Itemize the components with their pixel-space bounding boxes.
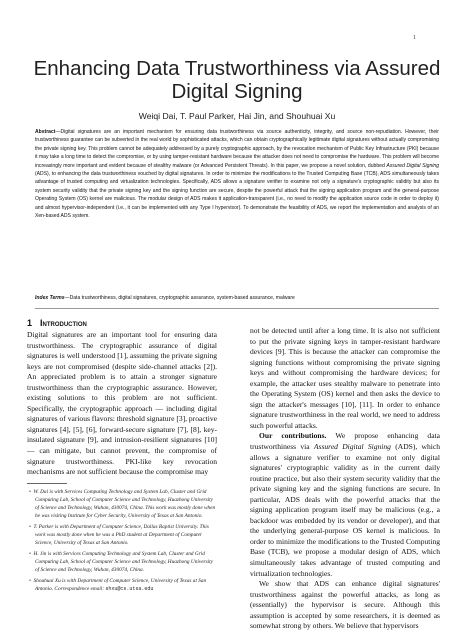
right-column [250, 326, 440, 632]
footnote-3: • H. Jin is with Services Computing Technology and System Lab, Cluster and Grid Computing Lab, School of Computer Science and Technology, Huazhong University of Science and Technology, Wuhan, 430074, China. [29, 550, 213, 573]
footnote-3-text: H. Jin is with Services Computing Technology and System Lab, Cluster and Grid Computing Lab, School of Computer Science and Technology, Huazhong University of Science and Technology, Wuhan, 430074, China. [33, 550, 213, 573]
contributions-italic: Assured Digital Signing [313, 442, 391, 452]
title-line-1: Enhancing Data Trustworthiness via Assured [33, 57, 441, 80]
index-terms [35, 294, 439, 302]
contributions-label: Our contributions. [259, 431, 327, 441]
footnote-2: • T. Parker is with Department of Computer Science, Dallas Baptist University. This work was mostly done when he was a PhD student at Department of Computer Science, University of Texas at San Antonio. [29, 523, 209, 546]
author-list: Weiqi Dai, T. Paul Parker, Hai Jin, and Shouhuai Xu [138, 111, 336, 121]
contributions-text-a: We propose enhancing data trustworthiness via [250, 431, 440, 452]
footnote-4: • Shouhuai Xu is with Department of Computer Science, University of Texas at San Antonio. Correspondence email: shxu@cs.utsa.edu [29, 577, 207, 592]
right-paragraph-1: not be detected until after a long time. It is also not sufficient to put the private signing keys in tamper-resistant hardware devices [9]. This is because the attacker can compromise the signing functions without compromising the private signing keys and without compromising the hardware devices; for example, the attacker uses stealthy malware to penetrate into the Operating System (OS) kernel and then asks the device to sign the attacker's messages [10], [11]. In order to enhance signature trustworthiness in the real world, we need to address such powerful attacks. [250, 326, 440, 430]
section-number: 1 [27, 318, 33, 328]
footnote-1-text: W. Dai is with Services Computing Technology and System Lab, Cluster and Grid Computing Lab, School of Computer Science and Technology, Huazhong University of Science and Technology, Wuhan, 430074, China. This work was mostly done when he was visiting Institute for Cyber Security, University of Texas at San Antonio. [33, 488, 216, 519]
index-terms-label: Index Terms [35, 295, 65, 301]
contributions-paragraph [250, 431, 440, 579]
footnote-email[interactable]: shxu@cs.utsa.edu [105, 585, 154, 592]
right-paragraph-3: We show that ADS can enhance digital signatures' trustworthiness against the powerful attacks, as long as (essentially) the hypervisor is secure. Although this assumption is accepted by some researchers, it is deemed as somewhat strong by others. We believe that hypervisors [250, 579, 440, 631]
paper-title [20, 57, 454, 103]
left-column [27, 316, 217, 596]
abstract-text-2: (ADS), to enhancing the data trustworthiness vouched by digital signatures. In order to minimize the modifications to the Trusted Computing Base (TCB), ADS simultaneously takes advantage of trusted computing and virtualization technologies. Specifically, ADS allows a signature verifier to examine not only a signature's cryptographic validity but also its system security validity that the private signing key and the signing function are secure, despite the powerful attack that the signing application program and the general-purpose Operating System (OS) kernel are malicious. The modular design of ADS makes it application-transparent (i.e., no need to modify the application source code in order to deploy it) and almost hypervisor-independent (i.e., it can be implemented with any Type I hypervisor). To demonstrate the feasibility of ADS, we report the implementation and analysis of an Xen-based ADS system. [35, 171, 439, 220]
title-line-2: Digital Signing [171, 80, 303, 103]
abstract-divider [35, 308, 439, 309]
footnote-2-text: T. Parker is with Department of Computer Science, Dallas Baptist University. This work was mostly done when he was a PhD student at Department of Computer Science, University of Texas at San Antonio. [33, 523, 209, 546]
page-number: 1 [413, 35, 416, 41]
section-heading [27, 316, 217, 330]
section-title: Introduction [40, 318, 87, 328]
abstract [35, 128, 439, 220]
abstract-text: —Digital signatures are an important mechanism for ensuring data trustworthiness via source authenticity, integrity, and source non-repudiation. However, their trustworthiness guarantee can be subverted in the real world by sophisticated attacks, which can obtain cryptographically legitimate digital signatures without actually compromising the private signing key. This problem cannot be adequately addressed by a purely cryptographic approach, by the revocation mechanism of Public Key Infrastructure (PKI) because it may take a long time to detect the compromise, or by using tamper-resistant hardware because the attacker does not need to compromise the hardware. This problem will become increasingly more important and evident because of stealthy malware (or Advanced Persistent Threats). In this paper, we propose a novel solution, dubbed [35, 129, 439, 169]
footnote-divider [27, 483, 67, 484]
abstract-label: Abstract [35, 129, 56, 135]
index-terms-text: —Data trustworthiness, digital signatures, cryptographic assurance, system-based assurance, malware [64, 295, 295, 301]
footnote-1: • W. Dai is with Services Computing Technology and System Lab, Cluster and Grid Computing Lab, School of Computer Science and Technology, Huazhong University of Science and Technology, Wuhan, 430074, China. This work was mostly done when he was visiting Institute for Cyber Security, University of Texas at San Antonio. [29, 488, 216, 519]
contributions-text-b: (ADS), which allows a signature verifier to examine not only digital signatures' cryptographic validity as in the current daily routine practice, but also their system security validity that the private signing key and the signing functions are secure. In particular, ADS deals with the powerful attacks that the signing application program itself may be malicious (e.g., a backdoor was embedded by its vendor or developer), and that the underlying general-purpose OS kernel is malicious. In order to minimize the modifications to the Trusted Computing Base (TCB), we propose a modular design of ADS, which simultaneously takes advantage of trusted computing and virtualization technologies. [250, 442, 440, 578]
abstract-italic: Assured Digital Signing [386, 162, 439, 169]
intro-paragraph: Digital signatures are an important tool for ensuring data trustworthiness. The cryptographic assurance of digital signatures is well understood [1], assuming the private signing keys are not compromised (despite side-channel attacks [2]). An appreciated problem is to attain a stronger signature trustworthiness than the cryptographic assurance. However, existing solutions to this problem are not sufficient. Specifically, the cryptographic approach — including digital signatures of various flavors: threshold signature [3], proactive signatures [4], [5], [6], forward-secure signature [7], [8], key-insulated signature [9], and intrusion-resilient signatures [10] — can mitigate, but cannot prevent, the compromise of signature trustworthiness. PKI-like key revocation mechanisms are not sufficient because the compromise may [27, 330, 217, 477]
footnote-4-text: Shouhuai Xu is with Department of Computer Science, University of Texas at San Antonio. Correspondence email: [33, 577, 207, 592]
